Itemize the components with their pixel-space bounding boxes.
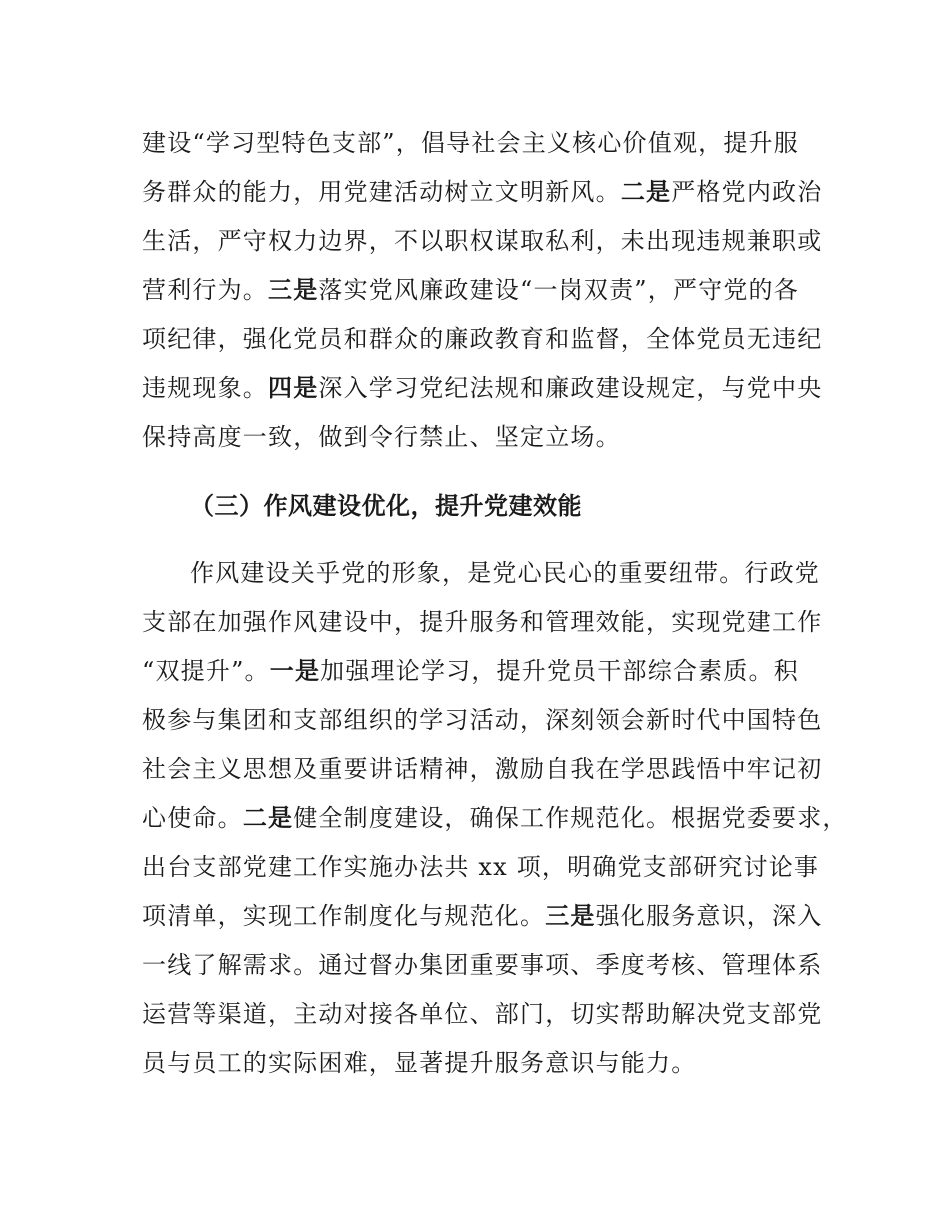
paragraph1-line6-text: 违规现象。 <box>142 374 268 402</box>
paragraph2-line1-text: 作风建设关乎党的形象，是党心民心的重要纽带。行政党 <box>190 559 820 587</box>
paragraph2-line5-text: 社会主义思想及重要讲话精神，激励自我在学思践悟中牢记初 <box>142 755 823 783</box>
paragraph1-line4-tail: 落实党风廉政建设“一岗双责”，严守党的各 <box>318 276 799 304</box>
paragraph1-line2 <box>142 169 822 215</box>
paragraph2-line2 <box>142 599 822 645</box>
paragraph2-line11-text: 员与员工的实际困难，显著提升服务意识与能力。 <box>142 1049 697 1077</box>
paragraph1-line6 <box>142 365 822 411</box>
paragraph2-line10-text: 运营等渠道，主动对接各单位、部门，切实帮助解决党支部党 <box>142 1000 823 1028</box>
paragraph2-line9 <box>142 942 822 988</box>
paragraph2-line6 <box>142 795 848 841</box>
paragraph1-line5 <box>142 316 822 362</box>
paragraph1-line5-text: 项纪律，强化党员和群众的廉政教育和监督，全体党员无违纪 <box>142 325 823 353</box>
paragraph2-line8 <box>142 893 822 939</box>
paragraph1-line2-tail: 严格党内政治 <box>671 178 823 206</box>
paragraph1-line2-text: 务群众的能力，用党建活动树立文明新风。 <box>142 178 621 206</box>
paragraph1-line2-bold: 二是 <box>620 178 672 206</box>
paragraph1-line4 <box>142 267 822 313</box>
paragraph2-line8-bold: 三是 <box>545 902 596 930</box>
paragraph1-line1-text: 建设“学习型特色支部”，倡导社会主义核心价值观，提升服 <box>142 129 799 157</box>
paragraph1-line7-text: 保持高度一致，做到令行禁止、坚定立场。 <box>142 423 621 451</box>
paragraph2-line6-text: 心使命。 <box>142 804 243 832</box>
paragraph2-line1 <box>190 550 822 596</box>
paragraph2-line3-bold: 一是 <box>269 657 321 685</box>
paragraph2-line7-text: 出台支部党建工作实施办法共 xx 项，明确党支部研究讨论事 <box>142 853 820 881</box>
paragraph1-line6-bold: 四是 <box>268 374 319 402</box>
paragraph2-line4-text: 极参与集团和支部组织的学习活动，深刻领会新时代中国特色 <box>142 706 823 734</box>
paragraph2-line8-tail: 强化服务意识，深入 <box>595 902 823 930</box>
paragraph2-line6-tail: 健全制度建设，确保工作规范化。根据党委要求， <box>293 804 848 832</box>
paragraph1-line6-tail: 深入学习党纪法规和廉政建设规定，与党中央 <box>318 374 823 402</box>
paragraph1-line3-text: 生活，严守权力边界，不以职权谋取私利，未出现违规兼职或 <box>142 227 823 255</box>
paragraph2-line7 <box>142 844 822 890</box>
section-heading: （三）作风建设优化，提升党建效能 <box>190 492 582 520</box>
paragraph2-line3 <box>142 648 822 694</box>
paragraph2-line10 <box>142 991 822 1037</box>
paragraph2-line4 <box>142 697 822 743</box>
paragraph2-line5 <box>142 746 822 792</box>
paragraph2-line3-text: “双提升”。 <box>142 657 270 685</box>
paragraph2-line2-text: 支部在加强作风建设中，提升服务和管理效能，实现党建工作 <box>142 608 823 636</box>
paragraph2-line3-tail: 加强理论学习，提升党员干部综合素质。积 <box>320 657 799 685</box>
paragraph2-line8-text: 项清单，实现工作制度化与规范化。 <box>142 902 546 930</box>
paragraph2-line9-text: 一线了解需求。通过督办集团重要事项、季度考核、管理体系 <box>142 951 823 979</box>
paragraph1-line3 <box>142 218 822 264</box>
paragraph1-line7 <box>142 414 822 460</box>
paragraph1-line1 <box>142 120 822 166</box>
paragraph1-line4-bold: 三是 <box>268 276 319 304</box>
paragraph2-line11 <box>142 1040 822 1086</box>
paragraph2-line6-bold: 二是 <box>242 804 294 832</box>
paragraph1-line4-text: 营利行为。 <box>142 276 268 304</box>
